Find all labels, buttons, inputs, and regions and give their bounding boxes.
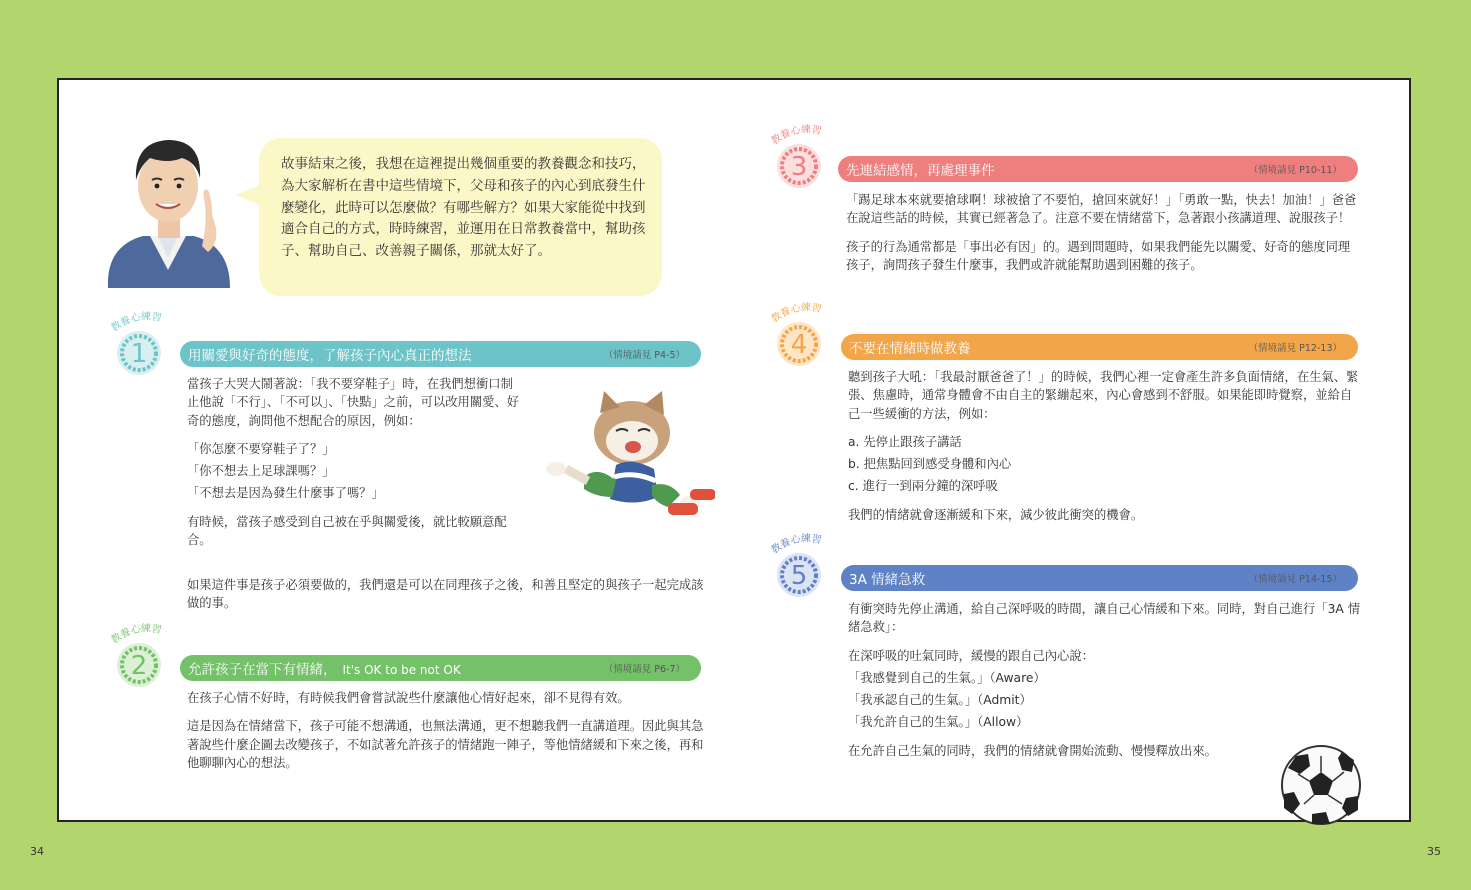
author-illustration [98, 128, 238, 288]
practice-badge-4 [766, 301, 836, 373]
section-3-title-bar [838, 156, 1358, 182]
svg-text:教養心練習 [768, 532, 822, 556]
section-4-list [848, 433, 1361, 496]
badge-label: 教養心練習 [769, 302, 823, 326]
section-4-title-bar [841, 334, 1358, 360]
section-2-title: 允許孩子在當下有情緒， [188, 662, 337, 678]
badge-label: 教養心練習 [769, 124, 823, 148]
section-2-ref: （情境請見 P6-7） [603, 664, 685, 675]
soccer-ball-illustration [1280, 744, 1362, 826]
section-2-body [187, 689, 707, 782]
paragraph: 「踢足球本來就要搶球啊！球被搶了不要怕，搶回來就好！」「勇敢一點，快去！加油！」爸爸在說這些話的時候，其實已經著急了。注意不要在情緒當下，急著跟小孩講道理、說服孩子！ [846, 193, 1357, 226]
section-4-title: 不要在情緒時做教養 [849, 341, 971, 357]
paragraph: 在深呼吸的吐氣同時，緩慢的跟自己內心說： [848, 648, 1094, 663]
practice-badge-1 [106, 310, 176, 382]
badge-label: 教養心練習 [769, 533, 823, 557]
practice-badge-2 [106, 622, 176, 694]
paragraph: 在允許自己生氣的同時，我們的情緒就會開始流動、慢慢釋放出來。 [848, 743, 1217, 758]
list-item: 「我承認自己的生氣。」（Admit） [848, 693, 1032, 708]
badge-number: 2 [130, 651, 148, 681]
section-1-body-wide [187, 576, 707, 623]
list-item: a. 先停止跟孩子講話 [848, 434, 962, 449]
practice-badge-5 [766, 532, 836, 604]
paragraph: 如果這件事是孩子必須要做的，我們還是可以在同理孩子之後，和善且堅定的與孩子一起完成該做的事。 [187, 578, 704, 611]
svg-text:教養心練習 [768, 123, 822, 147]
section-5-title-bar [841, 565, 1358, 591]
list-item: 「我感覺到自己的生氣。」（Aware） [848, 670, 1046, 685]
badge-label: 教養心練習 [109, 311, 163, 335]
section-1-ref: （情境請見 P4-5） [603, 350, 685, 361]
section-5-list [848, 669, 1361, 732]
svg-text:教養心練習 [768, 301, 822, 325]
badge-number: 4 [790, 330, 808, 360]
list-item: 「我允許自己的生氣。」（Allow） [848, 715, 1029, 730]
paragraph: 有時候，當孩子感受到自己被在乎與關愛後，就比較願意配合。 [187, 514, 507, 548]
section-4-body [848, 368, 1361, 534]
section-3-ref: （情境請見 P10-11） [1248, 165, 1342, 176]
svg-text:教養心練習 [108, 310, 162, 334]
paragraph: 當孩子大哭大鬧著說：「我不要穿鞋子」時，在我們想衝口制止他說「不行」、「不可以」、「快點」之前，可以改用關愛、好奇的態度，詢問他不想配合的原因，例如： [187, 377, 520, 428]
badge-number: 3 [790, 152, 808, 182]
crying-cat-illustration [540, 385, 715, 545]
practice-badge-3 [766, 123, 836, 195]
paragraph: 這是因為在情緒當下，孩子可能不想溝通，也無法溝通，更不想聽我們一直講道理。因此與其急著說些什麼企圖去改變孩子，不如試著允許孩子的情緒跑一陣子，等他情緒緩和下來之後，再和他聊聊內心的想法。 [187, 719, 704, 770]
badge-number: 1 [130, 339, 148, 369]
intro-text: 故事結束之後，我想在這裡提出幾個重要的教養觀念和技巧，為大家解析在書中這些情境下，父母和孩子的內心到底發生什麼變化，此時可以怎麼做？有哪些解方？如果大家能從中找到適合自己的方式，時時練習，並運用在日常教養當中，幫助孩子、幫助自己、改善親子關係，那就太好了。 [281, 156, 646, 260]
quote-line: 「不想去是因為發生什麼事了嗎？」 [187, 486, 384, 501]
section-4-ref: （情境請見 P12-13） [1248, 343, 1342, 354]
badge-number: 5 [790, 561, 808, 591]
section-3-title: 先連結感情，再處理事件 [846, 163, 995, 179]
paragraph: 有衝突時先停止溝通，給自己深呼吸的時間，讓自己心情緩和下來。同時，對自己進行「3A 情緒急救」： [848, 602, 1361, 635]
section-3-body [846, 191, 1361, 284]
paragraph: 孩子的行為通常都是「事出必有因」的。遇到問題時，如果我們能先以關愛、好奇的態度同理孩子，詢問孩子發生什麼事，我們或許就能幫助遇到困難的孩子。 [846, 239, 1351, 272]
section-2-title-bar [180, 655, 701, 681]
page-number-left: 34 [30, 845, 44, 858]
section-5-title: 3A 情緒急救 [849, 572, 926, 588]
section-1-title-bar [180, 341, 701, 367]
svg-text:教養心練習 [108, 622, 162, 646]
paragraph: 在孩子心情不好時，有時候我們會嘗試說些什麼讓他心情好起來，卻不見得有效。 [187, 691, 630, 705]
list-item: c. 進行一到兩分鐘的深呼吸 [848, 479, 998, 494]
section-2-title-en: It's OK to be not OK [342, 663, 461, 677]
paragraph: 我們的情緒就會逐漸緩和下來，減少彼此衝突的機會。 [848, 507, 1144, 522]
list-item: b. 把焦點回到感受身體和內心 [848, 457, 1012, 472]
quote-line: 「你怎麼不要穿鞋子了？」 [187, 441, 335, 456]
section-1-title: 用關愛與好奇的態度，了解孩子內心真正的想法 [188, 348, 472, 364]
intro-speech-bubble [259, 138, 662, 296]
page-number-right: 35 [1427, 845, 1441, 858]
section-1-body [187, 375, 522, 559]
badge-label: 教養心練習 [109, 623, 163, 647]
quote-line: 「你不想去上足球課嗎？」 [187, 464, 335, 479]
section-5-ref: （情境請見 P14-15） [1248, 574, 1342, 585]
paragraph: 聽到孩子大吼：「我最討厭爸爸了！」的時候，我們心裡一定會產生許多負面情緒，在生氣、緊張、焦慮時，通常身體會不由自主的緊繃起來，內心會感到不舒服。如果能即時覺察，並給自己一些緩衝的方法，例如： [848, 370, 1359, 421]
